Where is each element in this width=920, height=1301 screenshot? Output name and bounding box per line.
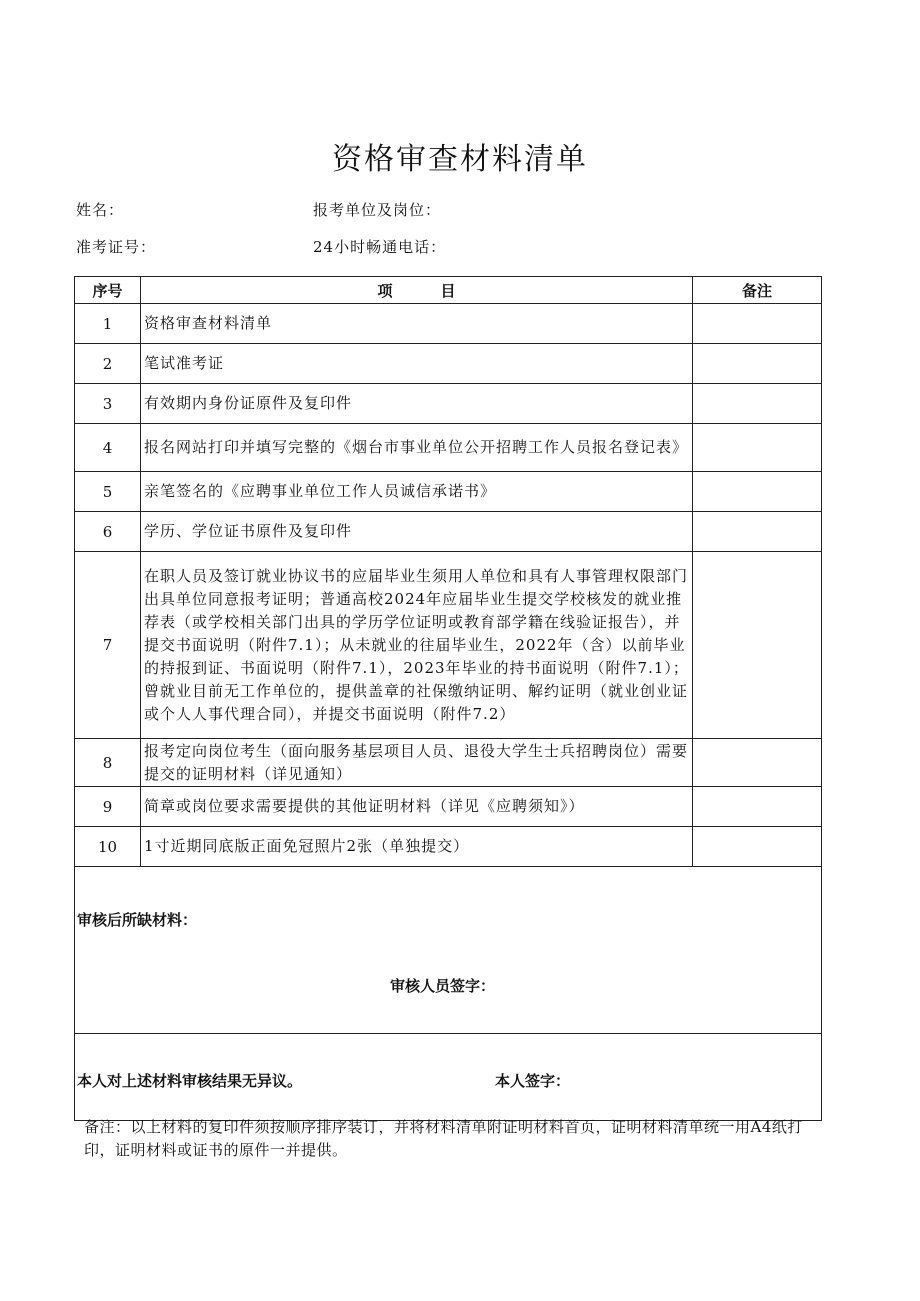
row-remark[interactable]	[693, 512, 822, 552]
row-no: 10	[75, 827, 141, 867]
row-no: 5	[75, 472, 141, 512]
table-row	[75, 472, 822, 512]
row-item: 亲笔签名的《应聘事业单位工作人员诚信承诺书》	[141, 472, 693, 512]
row-item: 简章或岗位要求需要提供的其他证明材料（详见《应聘须知》）	[141, 787, 693, 827]
table-row	[75, 424, 822, 472]
exam-number-label: 准考证号：	[76, 238, 157, 256]
row-remark[interactable]	[693, 827, 822, 867]
missing-materials-label: 审核后所缺材料：	[77, 911, 198, 929]
table-row	[75, 384, 822, 424]
no-objection-statement: 本人对上述材料审核结果无异议。	[77, 1072, 303, 1090]
materials-table	[74, 276, 822, 1121]
row-item: 笔试准考证	[141, 344, 693, 384]
applicant-signature-label: 本人签字：	[495, 1072, 571, 1090]
row-remark[interactable]	[693, 384, 822, 424]
row-remark[interactable]	[693, 344, 822, 384]
row-item: 资格审查材料清单	[141, 304, 693, 344]
row-remark[interactable]	[693, 424, 822, 472]
phone-label: 24小时畅通电话：	[313, 238, 447, 256]
table-row	[75, 512, 822, 552]
row-item: 报考定向岗位考生（面向服务基层项目人员、退役大学生士兵招聘岗位）需要提交的证明材料（详见通知）	[141, 739, 693, 787]
table-row	[75, 787, 822, 827]
confirm-cell[interactable]	[75, 1034, 822, 1121]
audit-section	[75, 867, 822, 1034]
row-no: 2	[75, 344, 141, 384]
unit-position-label: 报考单位及岗位：	[313, 201, 442, 219]
row-no: 4	[75, 424, 141, 472]
table-row	[75, 344, 822, 384]
table-row	[75, 304, 822, 344]
table-header-row	[75, 277, 822, 304]
row-remark[interactable]	[693, 552, 822, 739]
header-item: 项目	[141, 277, 693, 304]
page-title: 资格审查材料清单	[332, 142, 588, 177]
row-item: 1寸近期同底版正面免冠照片2张（单独提交）	[141, 827, 693, 867]
row-item: 有效期内身份证原件及复印件	[141, 384, 693, 424]
row-no: 7	[75, 552, 141, 739]
row-remark[interactable]	[693, 739, 822, 787]
row-no: 9	[75, 787, 141, 827]
name-label: 姓名：	[76, 201, 125, 219]
row-no: 8	[75, 739, 141, 787]
table-row	[75, 552, 822, 739]
row-item: 学历、学位证书原件及复印件	[141, 512, 693, 552]
header-no: 序号	[75, 277, 141, 304]
footnote: 备注：以上材料的复印件须按顺序排序装订，并将材料清单附证明材料首页，证明材料清单统一用A4纸打印，证明材料或证书的原件一并提供。	[84, 1118, 803, 1159]
row-remark[interactable]	[693, 787, 822, 827]
table-row	[75, 739, 822, 787]
row-remark[interactable]	[693, 304, 822, 344]
audit-cell[interactable]	[75, 867, 822, 1034]
row-item: 在职人员及签订就业协议书的应届毕业生须用人单位和具有人事管理权限部门出具单位同意报考证明；普通高校2024年应届毕业生提交学校核发的就业推荐表（或学校相关部门出具的学历学位证明或教育部学籍在线验证报告），并提交书面说明（附件7.1）；从未就业的往届毕业生，2022年（含）以前毕业的持报到证、书面说明（附件7.1），2023年毕业的持书面说明（附件7.1）；曾就业目前无工作单位的，提供盖章的社保缴纳证明、解约证明（就业创业证或个人人事代理合同），并提交书面说明（附件7.2）	[141, 552, 693, 739]
row-no: 1	[75, 304, 141, 344]
row-remark[interactable]	[693, 472, 822, 512]
auditor-signature-label: 审核人员签字：	[390, 977, 496, 995]
row-item: 报名网站打印并填写完整的《烟台市事业单位公开招聘工作人员报名登记表》	[141, 424, 693, 472]
header-remark: 备注	[693, 277, 822, 304]
row-no: 6	[75, 512, 141, 552]
table-row	[75, 827, 822, 867]
row-no: 3	[75, 384, 141, 424]
confirm-section	[75, 1034, 822, 1121]
